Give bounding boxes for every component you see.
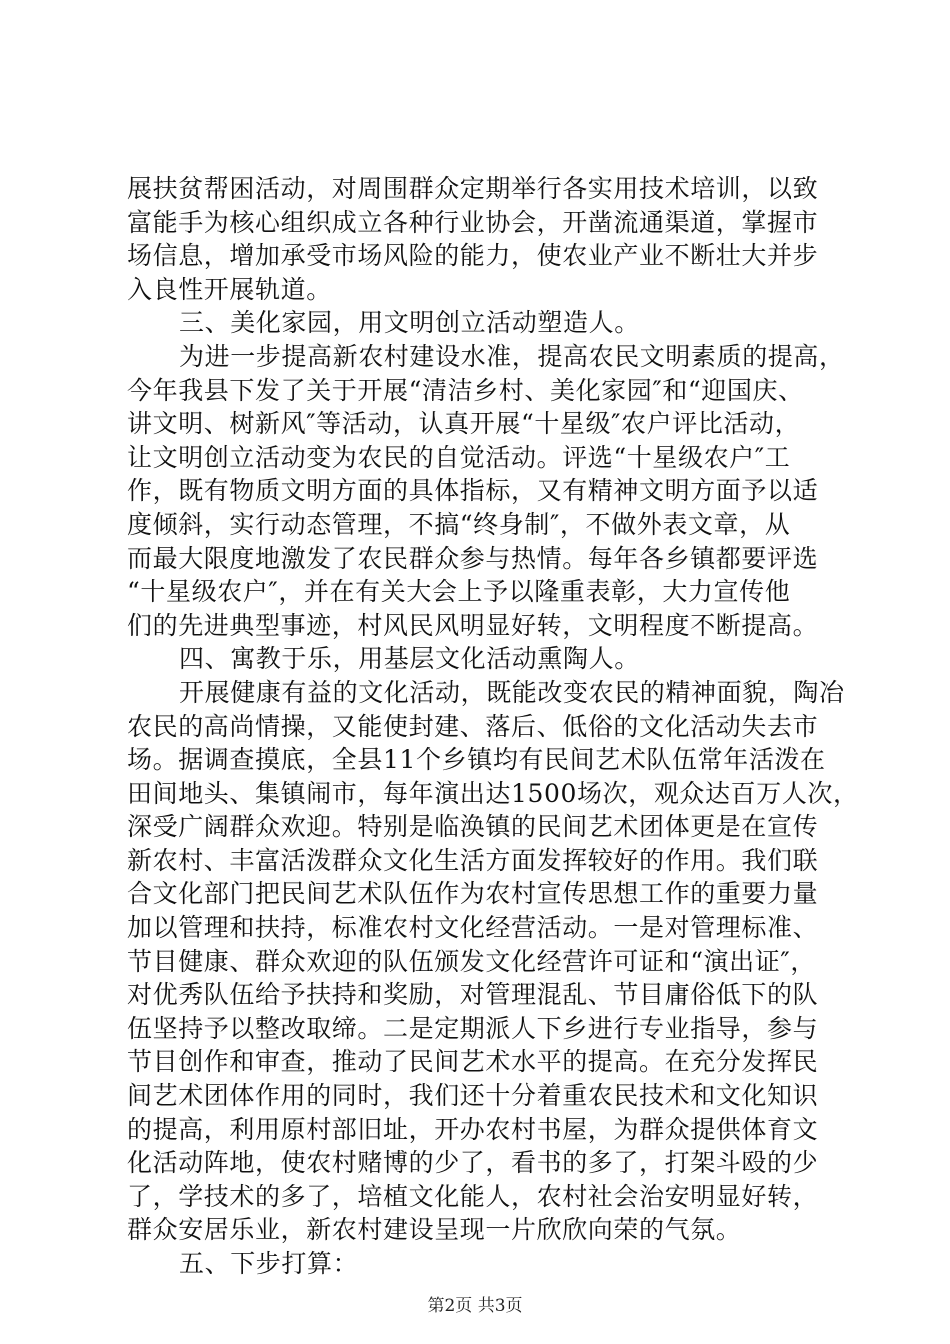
text-line: “十星级农户″，并在有关大会上予以隆重表彰，大力宣传他: [127, 577, 791, 607]
page-footer: 第2页 共3页: [427, 1296, 523, 1316]
text-line: 对优秀队伍给予扶持和奖励，对管理混乱、节目庸俗低下的队: [127, 980, 819, 1010]
text-line: 四、寓教于乐，用基层文化活动熏陶人。: [179, 644, 640, 674]
text-line: 节目健康、群众欢迎的队伍颁发文化经营许可证和“演出证″，: [127, 946, 816, 976]
text-line: 的提高，利用原村部旧址，开办农村书屋，为群众提供体育文: [127, 1114, 819, 1144]
text-line: 让文明创立活动变为农民的自觉活动。评选“十星级农户″工: [127, 442, 791, 472]
text-line: 讲文明、树新风″等活动，认真开展“十星级″农户评比活动，: [127, 409, 801, 439]
text-line: 群众安居乐业，新农村建设呈现一片欣欣向荣的气氛。: [127, 1215, 742, 1245]
text-line: 合文化部门把民间艺术队伍作为农村宣传思想工作的重要力量: [127, 879, 819, 909]
text-line: 富能手为核心组织成立各种行业协会，开凿流通渠道，掌握市: [127, 207, 819, 237]
text-line: 们的先进典型事迹，村风民风明显好转，文明程度不断提高。: [127, 610, 819, 640]
text-line: 开展健康有益的文化活动，既能改变农民的精神面貌，陶冶: [179, 677, 845, 707]
text-line: 度倾斜，实行动态管理，不搞“终身制″，不做外表文章，从: [127, 509, 791, 539]
text-line: 新农村、丰富活泼群众文化生活方面发挥较好的作用。我们联: [127, 845, 819, 875]
text-line: 田间地头、集镇闹市，每年演出达1500场次，观众达百万人次，: [127, 778, 859, 808]
text-line: 场信息，增加承受市场风险的能力，使农业产业不断壮大并步: [127, 241, 819, 271]
text-line: 展扶贫帮困活动，对周围群众定期举行各实用技术培训，以致: [127, 174, 819, 203]
text-line: 场。据调查摸底，全县11个乡镇均有民间艺术队伍常年活泼在: [127, 745, 826, 775]
text-line: 了，学技术的多了，培植文化能人，农村社会治安明显好转，: [127, 1181, 819, 1211]
text-line: 节目创作和审查，推动了民间艺术水平的提高。在充分发挥民: [127, 1047, 819, 1077]
text-line: 今年我县下发了关于开展“清洁乡村、美化家园″和“迎国庆、: [127, 375, 804, 405]
text-line: 三、美化家园，用文明创立活动塑造人。: [179, 308, 640, 338]
text-line: 加以管理和扶持，标准农村文化经营活动。一是对管理标准、: [127, 913, 819, 943]
text-line: 化活动阵地，使农村赌博的少了，看书的多了，打架斗殴的少: [127, 1148, 819, 1178]
text-line: 伍坚持予以整改取缔。二是定期派人下乡进行专业指导，参与: [127, 1013, 819, 1043]
text-line: 而最大限度地激发了农民群众参与热情。每年各乡镇都要评选: [127, 543, 819, 573]
document-body: [127, 172, 859, 1281]
text-line: 入良性开展轨道。: [127, 274, 332, 304]
text-line: 农民的高尚情操，又能使封建、落后、低俗的文化活动失去市: [127, 711, 819, 741]
text-line: 间艺术团体作用的同时，我们还十分着重农民技术和文化知识: [127, 1081, 819, 1111]
text-line: 五、下步打算：: [179, 1249, 359, 1278]
text-line: 深受广阔群众欢迎。特别是临涣镇的民间艺术团体更是在宣传: [127, 812, 819, 842]
text-line: 作，既有物质文明方面的具体指标，又有精神文明方面予以适: [127, 476, 819, 506]
text-line: 为进一步提高新农村建设水准，提高农民文明素质的提高，: [179, 341, 845, 371]
